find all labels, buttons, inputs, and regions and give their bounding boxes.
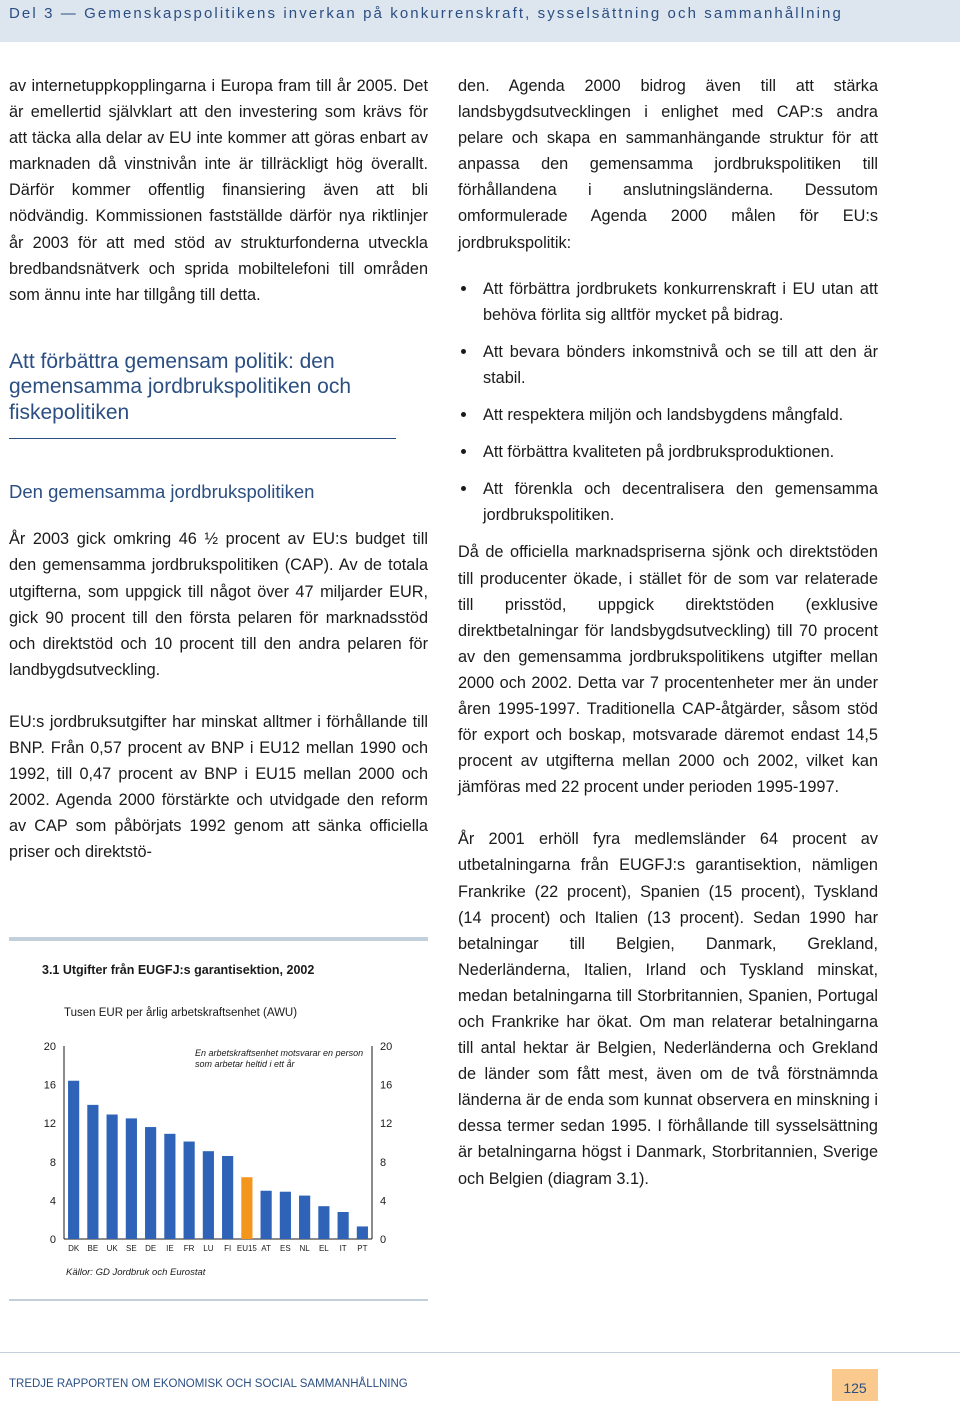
header-title: Del 3 — Gemenskapspolitikens inverkan på konkurrenskraft, sysselsättning och sammanhållning bbox=[9, 5, 843, 22]
chart-y-label: Tusen EUR per årlig arbetskraftsenhet (AWU) bbox=[64, 1007, 298, 1019]
right-paragraph-2: Då de officiella marknadspriserna sjönk och direktstöden till producenter ökade, i stället för de som var relaterade till prisstöd, uppgick direktstöden (exklusive direktbetalningar för landsbygdsutveckling) till 70 procent av den gemensamma jordbrukspolitikens utgifter mellan 2000 och 2002. Detta var 7 procentenheter mer än under åren 1995-1997. Traditionella CAP-åtgärder, såsom stöd för export och boskap, motsvarade däremot endast 14,5 procent av utgifterna mellan 2000 och 2002, vilket kan jämföras med 22 procent under perioden 1995-1997. bbox=[458, 543, 878, 797]
y-tick-label-left: 8 bbox=[49, 1156, 56, 1169]
y-tick-label-left: 20 bbox=[43, 1041, 56, 1053]
chart-source: Källor: GD Jordbruk och Eurostat bbox=[66, 1267, 206, 1278]
bar-chart bbox=[0, 1030, 430, 1260]
chart-note: En arbetskraftsenhet motsvarar en person som arbetar heltid i ett år bbox=[195, 1048, 364, 1069]
bar-it bbox=[338, 1212, 349, 1239]
y-tick-label-left: 0 bbox=[49, 1234, 56, 1246]
page-number: 125 bbox=[832, 1369, 878, 1401]
left-paragraph-3: EU:s jordbruksutgifter har minskat alltmer i förhållande till BNP. Från 0,57 procent av BNP i EU12 mellan 1990 och 1992, till 0,47 procent av BNP i EU15 mellan 2000 och 2002. Agenda 2000 förstärkte och utvidgade den reform av CAP som påbörjats 1992 genom att sänka officiella priser och direktstö- bbox=[9, 712, 428, 862]
x-tick-label: AT bbox=[261, 1244, 271, 1253]
bar-de bbox=[145, 1127, 156, 1239]
x-tick-label: LU bbox=[203, 1244, 214, 1253]
y-tick-label-right: 20 bbox=[380, 1041, 393, 1053]
right-paragraph-3: År 2001 erhöll fyra medlemsländer 64 procent av utbetalningarna från EUGFJ:s garantisektion, nämligen Frankrike (22 procent), Spanien (15 procent), Tyskland (14 procent) och Italien (13 procent). Sedan 1990 har betalningar till Belgien, Danmark, Grekland, Nederländerna, Italien, Irland och Tyskland minskat, medan betalningarna till Storbritannien, Spanien, Portugal och Frankrike har ökat. Om man relaterar betalningarna till antal hektar är Belgien, Nederländerna och Grekland de länder som fått mest, även om de två förstnämnda länderna är de enda som kunnat observera en minskning i dessa termer sedan 1995. I förhållande till sysselsättning är betalningarna högst i Danmark, Storbritannien, Sverige och Belgien (diagram 3.1). bbox=[458, 830, 878, 1188]
bar-es bbox=[280, 1192, 291, 1239]
bar-fr bbox=[184, 1142, 195, 1239]
left-paragraph-2: År 2003 gick omkring 46 ½ procent av EU:s budget till den gemensamma jordbrukspolitiken (CAP). Av de totala utgifterna, som uppgick till något över 47 miljarder EUR, gick 90 procent till den första pelaren för marknadsstöd och direktstöd och 10 procent till den andra pelaren för landbygdsutveckling. bbox=[9, 530, 428, 679]
bar-pt bbox=[357, 1226, 368, 1239]
bar-nl bbox=[299, 1196, 310, 1239]
bar-lu bbox=[203, 1151, 214, 1239]
right-paragraph-1: den. Agenda 2000 bidrog även till att stärka landsbygdsutvecklingen i enlighet med CAP:s andra pelare och skapa en sammanhängande struktur för att anpassa den gemensamma jordbrukspolitiken till förhållandena i anslutningsländerna. Dessutom omformulerade Agenda 2000 målen för EU:s jordbrukspolitik: bbox=[458, 77, 878, 252]
bar-be bbox=[87, 1105, 98, 1239]
y-tick-label-left: 16 bbox=[43, 1079, 56, 1092]
chart-title: 3.1 Utgifter från EUGFJ:s garantisektion, 2002 bbox=[42, 963, 315, 977]
footer-title: TREDJE RAPPORTEN OM EKONOMISK OCH SOCIAL SAMMANHÅLLNING bbox=[9, 1378, 408, 1390]
x-tick-label: ES bbox=[280, 1244, 291, 1253]
x-tick-label: DE bbox=[145, 1244, 157, 1253]
x-tick-label: PT bbox=[357, 1244, 368, 1253]
list-item: Att respektera miljön och landsbygdens mångfald. bbox=[458, 402, 878, 428]
x-tick-label: DK bbox=[68, 1244, 80, 1253]
bar-el bbox=[318, 1206, 329, 1239]
x-tick-label: IE bbox=[166, 1244, 174, 1253]
list-item: Att förenkla och decentralisera den gemensamma jordbrukspolitiken. bbox=[458, 476, 878, 528]
bar-at bbox=[261, 1191, 272, 1239]
bar-eu15 bbox=[241, 1177, 252, 1239]
right-column bbox=[458, 73, 878, 1192]
x-tick-label: SE bbox=[126, 1244, 137, 1253]
objectives-list bbox=[458, 276, 878, 529]
y-tick-label-left: 4 bbox=[49, 1195, 56, 1208]
x-tick-label: NL bbox=[299, 1244, 310, 1253]
bar-se bbox=[126, 1118, 137, 1239]
x-tick-label: EU15 bbox=[236, 1244, 257, 1253]
x-tick-label: UK bbox=[106, 1244, 118, 1253]
left-column bbox=[9, 73, 428, 865]
x-tick-label: BE bbox=[87, 1244, 99, 1253]
running-header bbox=[0, 0, 960, 42]
bar-dk bbox=[68, 1081, 79, 1239]
bar-ie bbox=[164, 1134, 175, 1239]
y-tick-label-right: 16 bbox=[380, 1079, 393, 1092]
bar-uk bbox=[107, 1115, 118, 1239]
y-tick-label-right: 4 bbox=[380, 1195, 387, 1208]
section-heading: Att förbättra gemensam politik: den gemensamma jordbrukspolitiken och fiskepolitiken bbox=[9, 349, 351, 424]
y-tick-label-right: 12 bbox=[380, 1118, 393, 1131]
x-tick-label: FR bbox=[183, 1244, 195, 1253]
list-item: Att bevara bönders inkomstnivå och se till att den är stabil. bbox=[458, 339, 878, 391]
x-tick-label: EL bbox=[318, 1244, 329, 1253]
x-tick-label: IT bbox=[339, 1244, 347, 1253]
figure-top-rule bbox=[9, 937, 428, 941]
x-tick-label: FI bbox=[224, 1244, 232, 1253]
list-item: Att förbättra kvaliteten på jordbruksproduktionen. bbox=[458, 439, 878, 465]
y-tick-label-left: 12 bbox=[43, 1118, 56, 1131]
footer-rule bbox=[0, 1352, 960, 1353]
y-tick-label-right: 0 bbox=[380, 1234, 387, 1246]
list-item: Att förbättra jordbrukets konkurrenskraft i EU utan att behöva förlita sig alltför mycket på bidrag. bbox=[458, 276, 878, 328]
left-paragraph-1: av internetuppkopplingarna i Europa fram till år 2005. Det är emellertid självklart att den investering som krävs för att täcka alla delar av EU inte kommer att göras enbart av marknaden då vinstnivån inte är tillräckligt hög överallt. Därför kommer offentlig finansiering även att bli nödvändig. Kommissionen fastställde därför nya riktlinjer år 2003 för att med stöd av strukturfonderna utveckla bredbandsnätverk och sprida mobiltelefoni till områden som ännu inte har tillgång till detta. bbox=[9, 77, 428, 304]
bar-fi bbox=[222, 1156, 233, 1239]
y-tick-label-right: 8 bbox=[380, 1156, 387, 1169]
figure-bottom-rule bbox=[9, 1299, 428, 1301]
subsection-heading: Den gemensamma jordbrukspolitiken bbox=[9, 481, 315, 503]
